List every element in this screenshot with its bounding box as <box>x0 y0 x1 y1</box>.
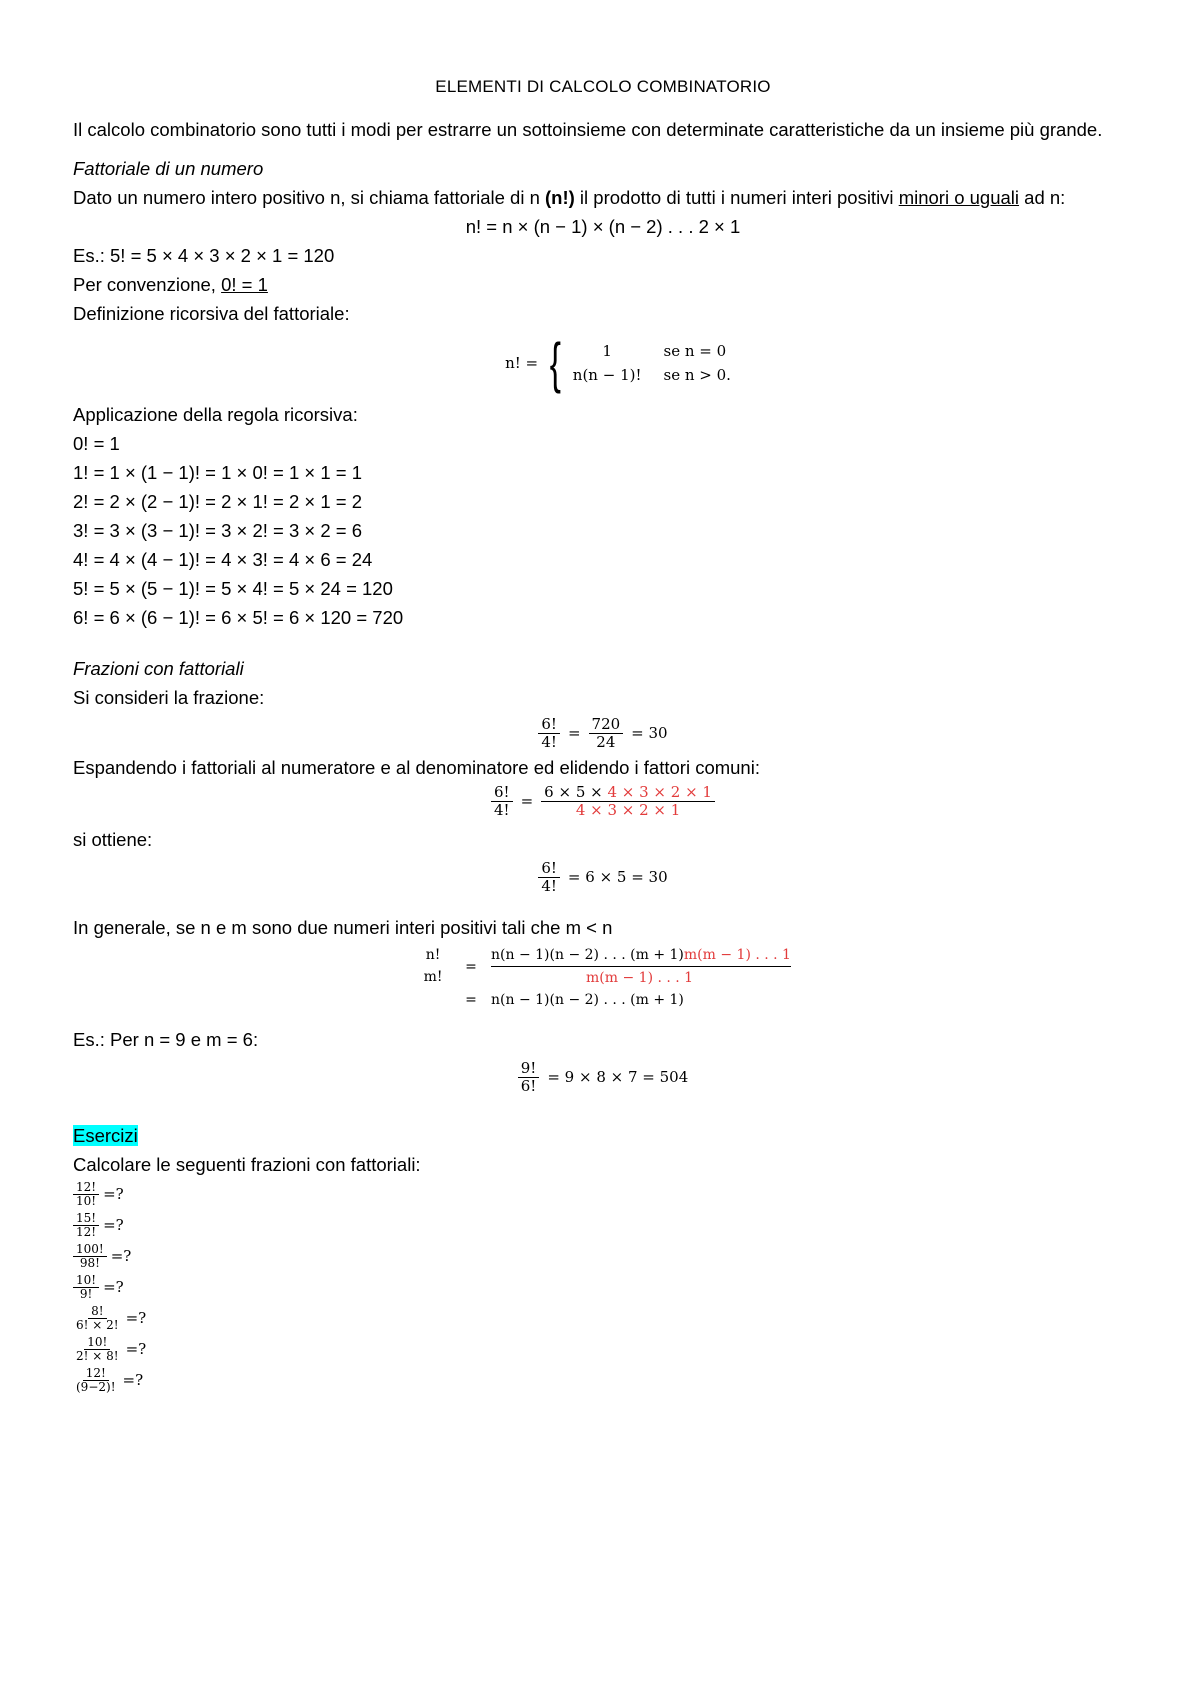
application-line: 0! = 1 <box>73 433 120 454</box>
exercise-list <box>73 1179 1133 1396</box>
definition-text-3: ad n: <box>1019 187 1066 208</box>
fraction-example-3: $\frac{6!}{4!}$ = 6 × 5 = 30 <box>73 860 1133 895</box>
fraction: $\frac{720}{24}$ <box>589 716 624 751</box>
exercise-item: $\frac{8!}{6! \times 2!}$ =? <box>76 1304 147 1332</box>
fraction: $\frac{9!}{6!}$ <box>518 1060 540 1095</box>
exercise-item: $\frac{12!}{(9-2)!}$ =? <box>76 1366 144 1394</box>
section-heading-exercises: Esercizi <box>73 1125 138 1146</box>
definition-text-2: il prodotto di tutti i numeri interi positivi <box>574 187 899 208</box>
fraction: $\frac{6!}{4!}$ <box>538 716 560 751</box>
application-line: 2! = 2 × (2 − 1)! = 2 × 1! = 2 × 1 = 2 <box>73 491 363 512</box>
application-line: 3! = 3 × (3 − 1)! = 3 × 2! = 3 × 2 = 6 <box>73 520 363 541</box>
convention-value: 0! = 1 <box>221 274 268 295</box>
factorial-formula: n! = n × (n − 1) × (n − 2) . . . 2 × 1 <box>465 216 741 237</box>
exercise-item: $\frac{10!}{2! \times 8!}$ =? <box>76 1335 147 1363</box>
application-line: 6! = 6 × (6 − 1)! = 6 × 5! = 6 × 120 = 720 <box>73 607 404 628</box>
fraction-example-2: $\frac{6!}{4!}$ = $\frac{6 \times 5 \times 4 \times 3 \times 2 \times 1}{4 \times 3 \times 2 \times 1}$ <box>73 784 1133 819</box>
application-label: Applicazione della regola ricorsiva: <box>73 404 358 425</box>
general-label: In generale, se n e m sono due numeri interi positivi tali che m < n <box>73 917 613 938</box>
case-2-value: n(n − 1)! <box>572 366 642 384</box>
case-2-condition: se n > 0. <box>663 366 731 384</box>
consider-label: Si consideri la frazione: <box>73 687 265 708</box>
exercise-item: $\frac{100!}{98!}$ =? <box>73 1241 1133 1272</box>
document-page <box>73 72 1133 1396</box>
section-heading-fractions: Frazioni con fattoriali <box>73 658 244 679</box>
exercise-item: $\frac{12!}{10!}$ =? <box>73 1179 1133 1210</box>
page-title: ELEMENTI DI CALCOLO COMBINATORIO <box>435 77 771 96</box>
recursive-cases <box>573 340 731 386</box>
application-list <box>73 429 1133 632</box>
case-1-value: 1 <box>602 342 612 360</box>
convention-line <box>73 270 1133 299</box>
exercise-item: $\frac{15!}{12!}$ =? <box>73 1210 1133 1241</box>
application-line: 5! = 5 × (5 − 1)! = 5 × 4! = 5 × 24 = 120 <box>73 578 393 599</box>
exercise-instruction: Calcolare le seguenti frazioni con fattoriali: <box>73 1154 421 1175</box>
fraction-cancelled: $\frac{6 \times 5 \times 4 \times 3 \times 2 \times 1}{4 \times 3 \times 2 \times 1}$ <box>541 784 715 819</box>
fraction-example-1: $\frac{6!}{4!}$ = $\frac{720}{24}$ = 30 <box>73 716 1133 751</box>
case-1-condition: se n = 0 <box>663 342 727 360</box>
recursive-lhs: n! = <box>505 353 539 372</box>
example-expression: 5! = 5 × 4 × 3 × 2 × 1 = 120 <box>104 245 335 266</box>
exercise-item: $\frac{10!}{9!}$ =? <box>73 1272 1133 1303</box>
recursive-definition-formula <box>73 331 1133 394</box>
intro-paragraph: Il calcolo combinatorio sono tutti i modi per estrarre un sottoinsieme con determinate caratteristiche da un insieme più grande. <box>73 119 1103 140</box>
fraction-example-4: $\frac{9!}{6!}$ = 9 × 8 × 7 = 504 <box>73 1060 1133 1095</box>
definition-bold: (n!) <box>545 187 575 208</box>
general-formula: n! = n(n − 1)(n − 2) . . . (m + 1)m(m − 1) . . . 1 m! m(m − 1) . . . 1 = n(n − 1)(n − 2) . . . (m + 1) <box>423 947 791 1008</box>
expand-label: Espandendo i fattoriali al numeratore e al denominatore ed elidendo i fattori comuni: <box>73 757 760 778</box>
application-line: 1! = 1 × (1 − 1)! = 1 × 0! = 1 × 1 = 1 <box>73 462 363 483</box>
convention-label: Per convenzione, <box>73 274 222 295</box>
fraction: $\frac{6!}{4!}$ <box>491 784 513 819</box>
left-brace-icon: { <box>549 331 562 394</box>
section-heading-factorial: Fattoriale di un numero <box>73 158 264 179</box>
obtain-label: si ottiene: <box>73 829 153 850</box>
factorial-definition <box>73 183 1133 212</box>
recursive-label: Definizione ricorsiva del fattoriale: <box>73 303 350 324</box>
definition-underline: minori o uguali <box>898 187 1020 208</box>
fraction: $\frac{6!}{4!}$ <box>538 860 560 895</box>
example-label: Es.: <box>73 245 105 266</box>
factorial-example <box>73 241 1133 270</box>
application-line: 4! = 4 × (4 − 1)! = 4 × 3! = 4 × 6 = 24 <box>73 549 373 570</box>
definition-text-1: Dato un numero intero positivo n, si chiama fattoriale di n <box>73 187 545 208</box>
example-n9-m6: Es.: Per n = 9 e m = 6: <box>73 1029 259 1050</box>
